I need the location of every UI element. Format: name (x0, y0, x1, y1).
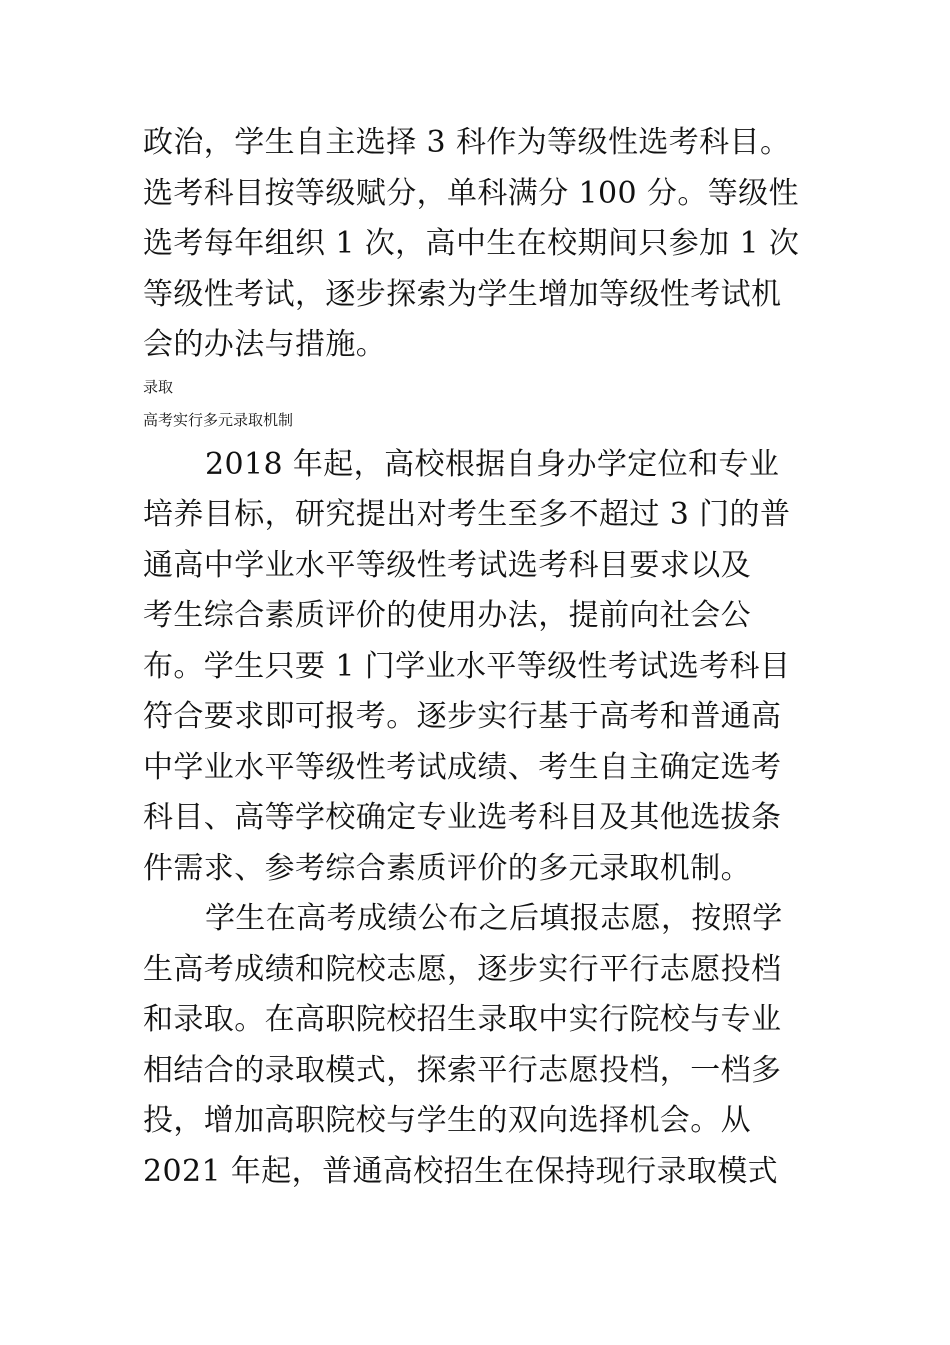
text-line: 培养目标，研究提出对考生至多不超过 3 门的普 (143, 497, 791, 532)
text-line: 投，增加高职院校与学生的双向选择机会。从 (143, 1103, 751, 1138)
section-heading: 录取 (143, 377, 174, 396)
text-line: 中学业水平等级性考试成绩、考生自主确定选考 (143, 749, 782, 785)
text-line: 布。学生只要 1 门学业水平等级性考试选考科目 (143, 648, 791, 684)
text-line: 相结合的录取模式，探索平行志愿投档，一档多 (143, 1052, 782, 1088)
text-line: 件需求、参考综合素质评价的多元录取机制。 (143, 850, 751, 886)
text-line: 政治，学生自主选择 3 科作为等级性选考科目。 (143, 125, 791, 160)
text-line: 和录取。在高职院校招生录取中实行院校与专业 (143, 1002, 782, 1037)
text-line: 学生在高考成绩公布之后填报志愿，按照学 (205, 901, 783, 936)
text-line: 会的办法与措施。 (143, 327, 387, 362)
document-body (143, 118, 807, 1197)
text-line: 考生综合素质评价的使用办法，提前向社会公 (143, 598, 751, 633)
paragraph-intro (143, 118, 807, 371)
text-line: 选考科目按等级赋分，单科满分 100 分。等级性 (143, 175, 799, 211)
paragraph-volunteer (143, 894, 807, 1197)
text-line: 通高中学业水平等级性考试选考科目要求以及 (143, 547, 751, 583)
text-line: 科目、高等学校确定专业选考科目及其他选拔条 (143, 800, 782, 835)
text-line: 生高考成绩和院校志愿，逐步实行平行志愿投档 (143, 951, 782, 987)
text-line: 等级性考试，逐步探索为学生增加等级性考试机 (143, 276, 782, 312)
text-line: 选考每年组织 1 次，高中生在校期间只参加 1 次 (143, 226, 800, 261)
text-line: 2021 年起，普通高校招生在保持现行录取模式 (143, 1153, 779, 1189)
text-line: 2018 年起，高校根据自身办学定位和专业 (205, 446, 780, 482)
paragraph-2018 (143, 440, 807, 895)
text-line: 符合要求即可报考。逐步实行基于高考和普通高 (143, 699, 782, 734)
subsection-heading: 高考实行多元录取机制 (143, 410, 294, 429)
